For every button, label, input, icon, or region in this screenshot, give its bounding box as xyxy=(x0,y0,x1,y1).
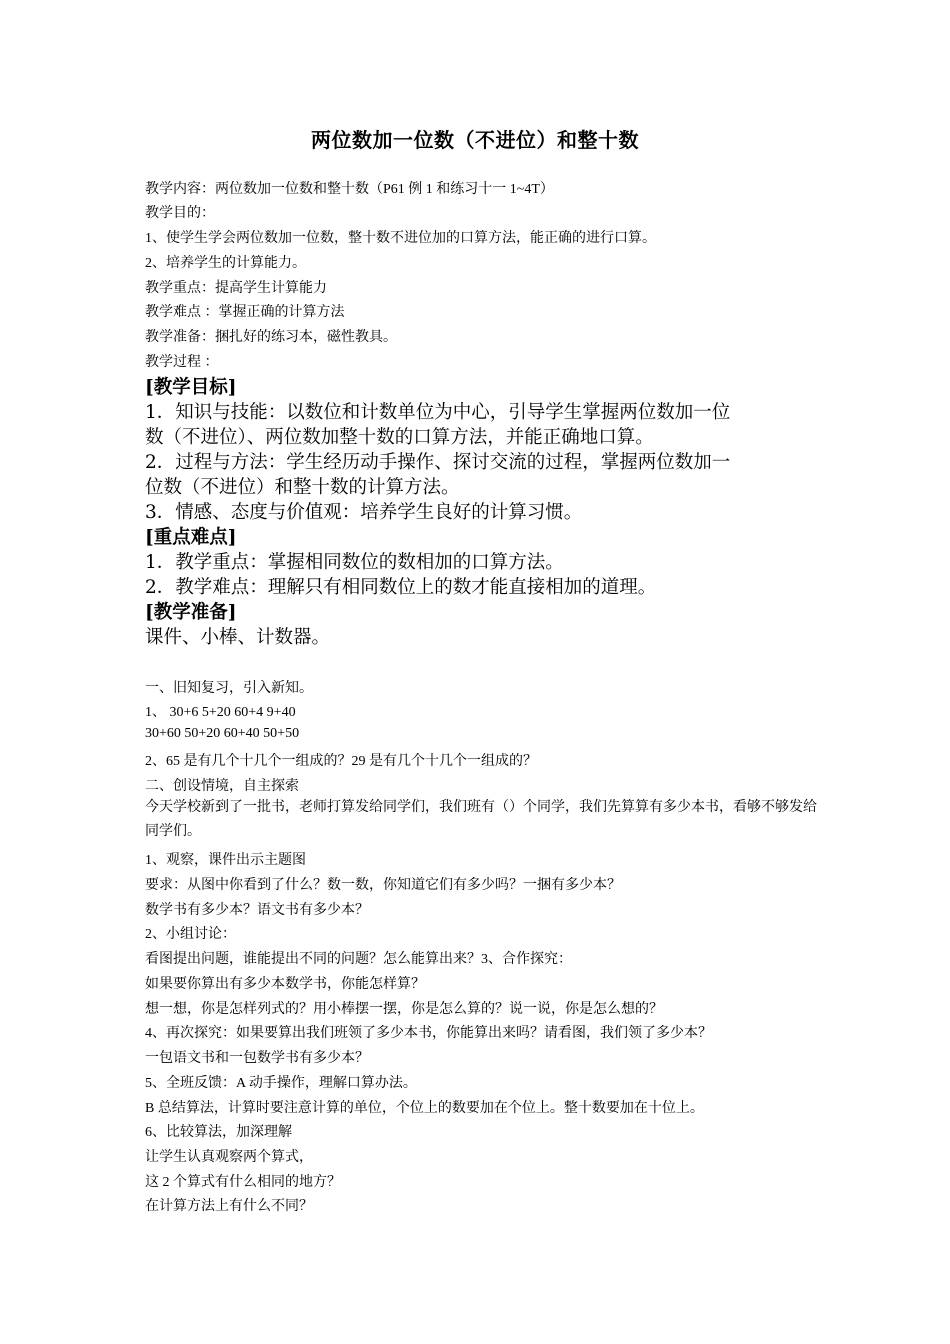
objectives-heading: [教学目标] xyxy=(145,377,237,398)
process-line: 如果要你算出有多少本数学书，你能怎样算？ xyxy=(145,977,425,992)
process-line: 看图提出问题，谁能提出不同的问题？怎么能算出来？3、合作探究： xyxy=(145,952,572,967)
process-line: 一、旧知复习，引入新知。 xyxy=(145,681,313,696)
process-line: 想一想，你是怎样列式的？用小棒摆一摆，你是怎么算的？说一说，你是怎么想的？ xyxy=(145,1002,663,1017)
teaching-goal-1: 1、使学生学会两位数加一位数，整十数不进位加的口算方法，能正确的进行口算。 xyxy=(145,231,656,246)
teaching-goal-label: 教学目的： xyxy=(145,206,215,221)
process-line: 30+60 50+20 60+40 50+50 xyxy=(145,726,300,741)
objective-line: 1．知识与技能：以数位和计数单位为中心，引导学生掌握两位数加一位 xyxy=(145,402,731,423)
key-point-line: 1．教学重点：掌握相同数位的数相加的口算方法。 xyxy=(145,552,564,573)
process-line: 一包语文书和一包数学书有多少本？ xyxy=(145,1051,369,1066)
objective-line: 数（不进位）、两位数加整十数的口算方法，并能正确地口算。 xyxy=(145,427,654,448)
process-line: 让学生认真观察两个算式， xyxy=(145,1150,313,1165)
scenario-paragraph: 今天学校新到了一批书，老师打算发给同学们，我们班有（）个同学，我们先算算有多少本书，看够不够发给同学们。 xyxy=(145,800,817,839)
teaching-content: 教学内容：两位数加一位数和整十数（P61 例 1 和练习十一 1~4T） xyxy=(145,182,554,197)
process-line: 数学书有多少本？语文书有多少本？ xyxy=(145,903,369,918)
teaching-difficulty: 教学难点 ：掌握正确的计算方法 xyxy=(145,305,345,320)
process-line: 6、比较算法，加深理解 xyxy=(145,1125,292,1140)
key-points-heading: [重点难点] xyxy=(145,527,237,548)
teaching-process-label: 教学过程 ： xyxy=(145,355,219,370)
teaching-focus: 教学重点：提高学生计算能力 xyxy=(145,281,327,296)
process-line: 二、创设情境，自主探索 xyxy=(145,779,299,794)
process-line: B 总结算法，计算时要注意计算的单位，个位上的数要加在个位上。整十数要加在十位上。 xyxy=(145,1101,704,1116)
teaching-goal-2: 2、培养学生的计算能力。 xyxy=(145,256,306,271)
process-line: 5、全班反馈：A 动手操作，理解口算办法。 xyxy=(145,1076,417,1091)
process-line: 4、再次探究：如果要算出我们班领了多少本书，你能算出来吗？请看图，我们领了多少本？ xyxy=(145,1026,712,1041)
objective-line: 3．情感、态度与价值观：培养学生良好的计算习惯。 xyxy=(145,502,583,523)
process-line: 2、65 是有几个十几个一组成的？29 是有几个十几个一组成的？ xyxy=(145,754,537,769)
document-title: 两位数加一位数（不进位）和整十数 xyxy=(311,128,639,152)
key-point-line: 2．教学难点：理解只有相同数位上的数才能直接相加的道理。 xyxy=(145,577,657,598)
process-line: 1、观察，课件出示主题图 xyxy=(145,853,306,868)
process-line: 2、小组讨论： xyxy=(145,927,236,942)
objective-line: 位数（不进位）和整十数的计算方法。 xyxy=(145,477,460,498)
preparation-heading: [教学准备] xyxy=(145,602,237,623)
teaching-preparation: 教学准备：捆扎好的练习本，磁性教具。 xyxy=(145,330,397,345)
process-line: 1、 30+6 5+20 60+4 9+40 xyxy=(145,705,296,720)
process-line: 在计算方法上有什么不同？ xyxy=(145,1199,313,1214)
process-line: 要求：从图中你看到了什么？数一数，你知道它们有多少吗？一捆有多少本？ xyxy=(145,878,621,893)
process-line: 这 2 个算式有什么相同的地方？ xyxy=(145,1175,341,1190)
preparation-text: 课件、小棒、计数器。 xyxy=(145,627,331,648)
objective-line: 2．过程与方法：学生经历动手操作、探讨交流的过程，掌握两位数加一 xyxy=(145,452,731,473)
